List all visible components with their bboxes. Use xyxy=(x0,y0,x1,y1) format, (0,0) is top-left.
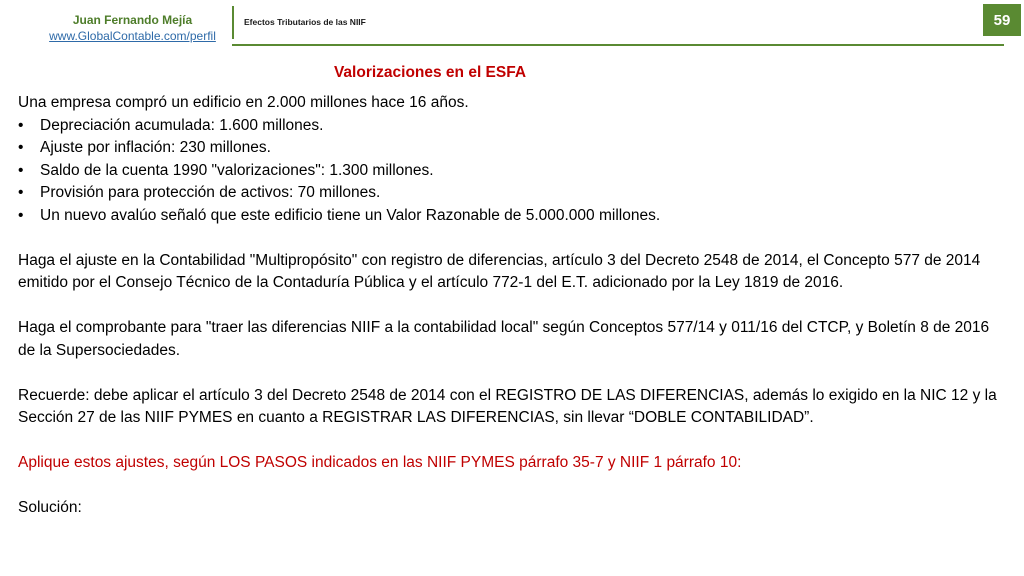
list-item xyxy=(18,160,1008,183)
spacer xyxy=(18,430,1008,453)
author-website-link[interactable]: www.GlobalContable.com/perfil xyxy=(49,29,216,43)
list-item-text: Depreciación acumulada: 1.600 millones. xyxy=(40,116,324,134)
page-number-badge: 59 xyxy=(983,4,1021,36)
author-block xyxy=(40,12,225,44)
bullet-icon: • xyxy=(18,139,24,156)
bullet-list xyxy=(18,115,1008,228)
adjustment-paragraph: Haga el ajuste en la Contabilidad "Multipropósito" con registro de diferencias, artículo 3 del Decreto 2548 de 2014, el Concepto 577 de 2014 emitido por el Consejo Técnico de la Contaduría Pública y el artículo 772-1 del E.T. adicionado por la Ley 1819 de 2016. xyxy=(18,251,981,291)
reminder-paragraph: Recuerde: debe aplicar el artículo 3 del Decreto 2548 de 2014 con el REGISTRO DE LAS DIFERENCIAS, además lo exigido en la NIC 12 y la Sección 27 de las NIIF PYMES en cuanto a REGISTRAR LAS DIFERENCIAS, sin llevar “DOBLE CONTABILIDAD”. xyxy=(18,386,997,426)
bullet-icon: • xyxy=(18,161,24,179)
author-name: Juan Fernando Mejía xyxy=(72,13,193,27)
spacer xyxy=(18,295,1008,318)
list-item-text: Saldo de la cuenta 1990 "valorizaciones": 1.300 millones. xyxy=(40,161,434,179)
list-item-text: Un nuevo avalúo señaló que este edificio tiene un Valor Razonable de 5.000.000 millones. xyxy=(40,206,661,224)
header-horizontal-divider xyxy=(232,44,1004,46)
bullet-icon: • xyxy=(18,184,24,201)
solution-label: Solución: xyxy=(18,499,82,516)
instruction-paragraph: Aplique estos ajustes, según LOS PASOS indicados en las NIIF PYMES párrafo 35-7 y NIIF 1 párrafo 10: xyxy=(18,454,742,471)
list-item xyxy=(18,115,1008,138)
spacer xyxy=(18,362,1008,385)
list-item xyxy=(18,205,1008,228)
list-item-text: Ajuste por inflación: 230 millones. xyxy=(40,139,271,156)
voucher-paragraph: Haga el comprobante para "traer las diferencias NIIF a la contabilidad local" según Conceptos 577/14 y 011/16 del CTCP, y Boletín 8 de 2016 de la Supersociedades. xyxy=(18,319,990,359)
intro-text: Una empresa compró un edificio en 2.000 millones hace 16 años. xyxy=(18,94,469,111)
list-item-text: Provisión para protección de activos: 70 millones. xyxy=(40,184,381,201)
list-item xyxy=(18,182,1008,205)
slide-title: Valorizaciones en el ESFA xyxy=(333,64,527,81)
spacer xyxy=(18,227,1008,250)
header-subtitle: Efectos Tributarios de las NIIF xyxy=(244,17,366,27)
bullet-icon: • xyxy=(18,206,24,224)
spacer xyxy=(18,475,1008,498)
list-item xyxy=(18,137,1008,160)
header-vertical-divider xyxy=(232,6,234,39)
slide-body xyxy=(18,92,1008,520)
bullet-icon: • xyxy=(18,116,24,134)
